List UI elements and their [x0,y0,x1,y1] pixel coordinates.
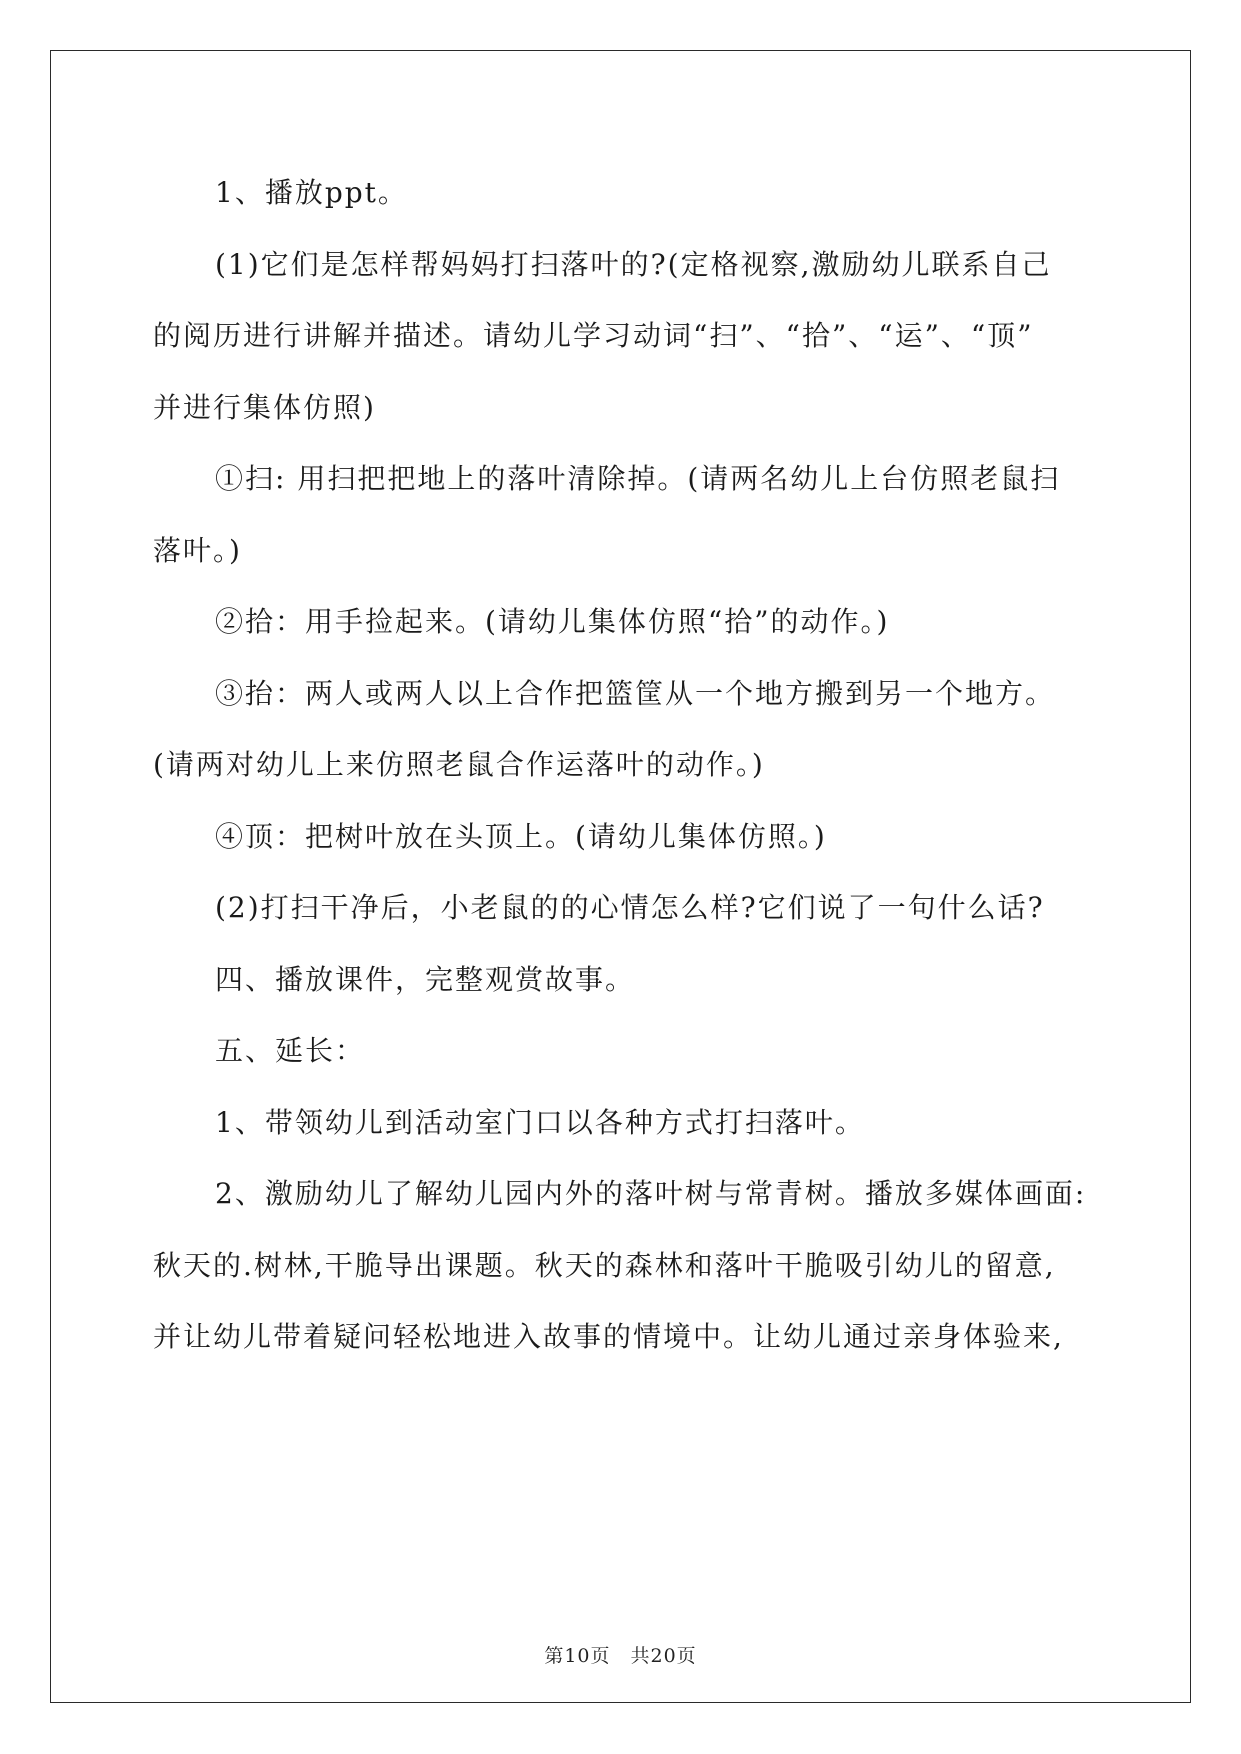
paragraph-line: ②拾：用手捡起来。(请幼儿集体仿照“拾”的动作。) [215,605,890,638]
paragraph-line: 落叶。) [153,533,242,567]
page-number-footer: 第10页 共20页 [544,1645,697,1667]
paragraph-line: ④顶：把树叶放在头顶上。(请幼儿集体仿照。) [215,819,827,853]
paragraph-line: 五、延长： [215,1034,366,1067]
paragraph-line: 并进行集体仿照) [153,390,376,424]
paragraph-line: 并让幼儿带着疑问轻松地进入故事的情境中。让幼儿通过亲身体验来, [153,1320,1064,1353]
paragraph-line: 1、播放ppt。 [215,176,408,209]
paragraph-line: (1)它们是怎样帮妈妈打扫落叶的?(定格视察,激励幼儿联系自己 [215,247,1052,281]
paragraph-line: (2)打扫干净后，小老鼠的的心情怎么样?它们说了一句什么话? [215,891,1045,924]
paragraph-line: (请两对幼儿上来仿照老鼠合作运落叶的动作。) [153,748,765,781]
paragraph-line: 四、播放课件，完整观赏故事。 [215,962,636,996]
paragraph-line: 秋天的.树林,干脆导出课题。秋天的森林和落叶干脆吸引幼儿的留意, [153,1248,1056,1282]
paragraph-line: 1、带领幼儿到活动室门口以各种方式打扫落叶。 [215,1105,865,1139]
paragraph-line: ③抬：两人或两人以上合作把篮筐从一个地方搬到另一个地方。 [215,676,1056,710]
paragraph-line: 的阅历进行讲解并描述。请幼儿学习动词“扫”、“拾”、“运”、“顶” [153,319,1034,352]
paragraph-line: 2、激励幼儿了解幼儿园内外的落叶树与常青树。播放多媒体画面: [215,1177,1087,1210]
paragraph-line: ①扫: 用扫把把地上的落叶清除掉。(请两名幼儿上台仿照老鼠扫 [215,462,1061,495]
document-body [153,157,1093,1373]
